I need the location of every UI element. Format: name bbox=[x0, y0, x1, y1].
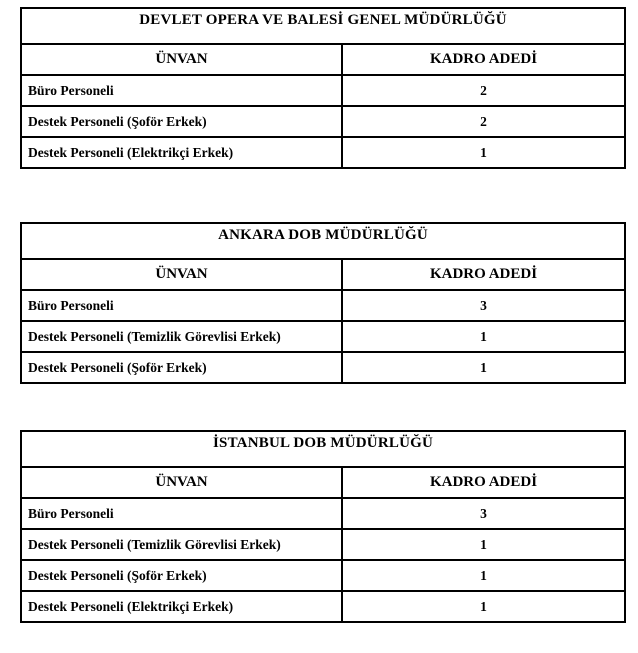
row-unvan-cell: Destek Personeli (Elektrikçi Erkek) bbox=[21, 137, 342, 168]
table-title: DEVLET OPERA VE BALESİ GENEL MÜDÜRLÜĞÜ bbox=[21, 8, 625, 44]
table-row bbox=[21, 106, 625, 137]
table-body bbox=[21, 75, 625, 168]
table-body bbox=[21, 498, 625, 622]
table-header-row bbox=[21, 467, 625, 498]
row-unvan-cell: Büro Personeli bbox=[21, 498, 342, 529]
column-header-kadro: KADRO ADEDİ bbox=[342, 259, 625, 290]
table-row bbox=[21, 290, 625, 321]
column-header-unvan: ÜNVAN bbox=[21, 259, 342, 290]
row-kadro-cell: 3 bbox=[342, 498, 625, 529]
table-row bbox=[21, 498, 625, 529]
row-unvan-cell: Büro Personeli bbox=[21, 75, 342, 106]
kadro-table bbox=[20, 430, 626, 623]
row-kadro-cell: 1 bbox=[342, 137, 625, 168]
kadro-table bbox=[20, 7, 626, 169]
row-kadro-cell: 3 bbox=[342, 290, 625, 321]
row-unvan-cell: Destek Personeli (Şoför Erkek) bbox=[21, 560, 342, 591]
table-row bbox=[21, 591, 625, 622]
table-row bbox=[21, 352, 625, 383]
row-kadro-cell: 1 bbox=[342, 529, 625, 560]
column-header-kadro: KADRO ADEDİ bbox=[342, 44, 625, 75]
row-unvan-cell: Destek Personeli (Elektrikçi Erkek) bbox=[21, 591, 342, 622]
row-kadro-cell: 1 bbox=[342, 321, 625, 352]
table-row bbox=[21, 560, 625, 591]
column-header-unvan: ÜNVAN bbox=[21, 467, 342, 498]
table-header-row bbox=[21, 44, 625, 75]
table-title-row bbox=[21, 223, 625, 259]
row-kadro-cell: 2 bbox=[342, 75, 625, 106]
row-unvan-cell: Destek Personeli (Temizlik Görevlisi Erkek) bbox=[21, 529, 342, 560]
table-row bbox=[21, 75, 625, 106]
row-unvan-cell: Destek Personeli (Temizlik Görevlisi Erkek) bbox=[21, 321, 342, 352]
table-body bbox=[21, 290, 625, 383]
table-title-row bbox=[21, 431, 625, 467]
row-kadro-cell: 1 bbox=[342, 352, 625, 383]
row-unvan-cell: Destek Personeli (Şoför Erkek) bbox=[21, 106, 342, 137]
row-kadro-cell: 1 bbox=[342, 591, 625, 622]
table-row bbox=[21, 137, 625, 168]
table-row bbox=[21, 529, 625, 560]
table-title: İSTANBUL DOB MÜDÜRLÜĞÜ bbox=[21, 431, 625, 467]
row-unvan-cell: Destek Personeli (Şoför Erkek) bbox=[21, 352, 342, 383]
kadro-table bbox=[20, 222, 626, 384]
column-header-kadro: KADRO ADEDİ bbox=[342, 467, 625, 498]
row-unvan-cell: Büro Personeli bbox=[21, 290, 342, 321]
table-title-row bbox=[21, 8, 625, 44]
table-row bbox=[21, 321, 625, 352]
table-title: ANKARA DOB MÜDÜRLÜĞÜ bbox=[21, 223, 625, 259]
column-header-unvan: ÜNVAN bbox=[21, 44, 342, 75]
row-kadro-cell: 1 bbox=[342, 560, 625, 591]
row-kadro-cell: 2 bbox=[342, 106, 625, 137]
table-header-row bbox=[21, 259, 625, 290]
